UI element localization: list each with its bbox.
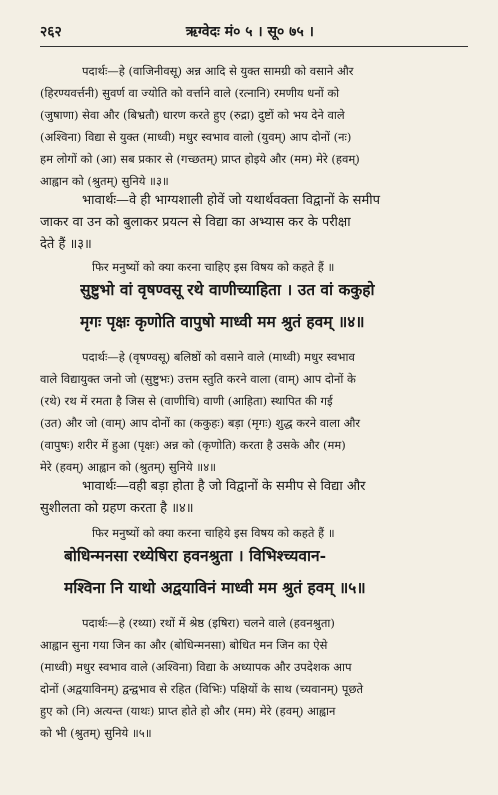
text-line: (माध्वी) मधुर स्वभाव वाले (अश्विना) विद्या के अध्यापक और उपदेशक आप — [40, 660, 352, 674]
text-line: देते हैं ॥३॥ — [40, 237, 92, 252]
text-line: हम लोगों को (आ) सब प्रकार से (गच्छतम्) प्राप्त होइये और (मम) मेरे (हवम्) — [40, 152, 360, 166]
text-line: (रथे) रथ में रमता है जिस से (वाणीचि) वाणी (आहिता) स्थापित की गई — [40, 394, 333, 408]
text-line: पदार्थः—हे (वाजिनीवसू) अन्न आदि से युक्त सामग्री को वसाने और — [82, 64, 354, 78]
text-line: (अश्विना) विद्या से युक्त (माध्वी) मधुर स्वभाव वालो (युवम्) आप दोनों (नः) — [40, 130, 352, 144]
sanskrit-verse-line: सुष्टुभो वां वृषण्वसू रथे वाणीच्याहिता । उत वां ककुहो — [80, 280, 375, 299]
text-line: जाकर वा उन को बुलाकर प्रयत्न से विद्या का अभ्यास कर के परीक्षा — [40, 215, 351, 230]
text-line: (उत) और जो (वाम्) आप दोनों का (ककुहः) बड़ा (मृगः) शुद्ध करने वाला और — [40, 416, 361, 430]
section-intro: फिर मनुष्यों को क्या करना चाहिए इस विषय को कहते हैं ॥ — [92, 260, 335, 274]
text-line: (हिरण्यवर्त्तनी) सुवर्ण वा ज्योति को वर्त्ताने वाले (रत्नानि) रमणीय धनों को — [40, 86, 340, 100]
text-line: (जुषाणा) सेवा और (बिभ्रतौ) धारण करते हुए (रुद्रा) दुष्टों को भय देने वाले — [40, 108, 345, 122]
text-line: पदार्थः—हे (रथ्या) रथों में श्रेष्ठ (इषिरा) चलने वाले (हवनश्रुता) — [82, 616, 335, 630]
text-line: (वापुषः) शरीर में हुआ (पृक्षः) अन्न को (कृणोति) करता है उसके और (मम) — [40, 438, 346, 452]
sanskrit-verse-line: मृगः पृक्षः कृणोति वापुषो माध्वी मम श्रुतं हवम् ॥४॥ — [80, 312, 365, 331]
text-line: आह्वान सुना गया जिन का और (बोधिन्मनसा) बोधित मन जिन का ऐसे — [40, 638, 328, 652]
page-number: २६२ — [40, 23, 62, 40]
text-line: पदार्थः—हे (वृषण्वसू) बलिष्ठों को वसाने वाले (माध्वी) मधुर स्वभाव — [82, 350, 355, 364]
sanskrit-verse-line: बोधिन्मनसा रथ्येषिरा हवनश्रुता । विभिश्च्यवान- — [64, 546, 327, 565]
header-divider — [40, 46, 468, 47]
text-line: आह्वान को (श्रुतम्) सुनिये ॥३॥ — [40, 174, 169, 188]
text-line: भावार्थः—वे ही भाग्यशाली होवें जो यथार्थवक्ता विद्वानों के समीप — [82, 193, 380, 208]
text-line: हुए को (नि) अत्यन्त (याथः) प्राप्त होते हो और (मम) मेरे (हवम्) आह्वान — [40, 704, 336, 718]
section-intro: फिर मनुष्यों को क्या करना चाहिये इस विषय को कहते हैं ॥ — [92, 526, 335, 540]
text-line: सुशीलता को ग्रहण करता है ॥४॥ — [40, 501, 194, 516]
text-line: मेरे (हवम्) आह्वान को (श्रुतम्) सुनिये ॥४॥ — [40, 460, 217, 474]
text-line: वाले विद्यायुक्त जनो जो (सुष्टुभः) उत्तम स्तुति करने वाला (वाम्) आप दोनों के — [40, 372, 356, 386]
page-title: ऋग्वेदः मं० ५ । सू० ७५ । — [185, 23, 314, 40]
sanskrit-verse-line: मश्विना नि याथो अद्वयाविनं माध्वी मम श्रुतं हवम् ॥५॥ — [64, 578, 366, 597]
text-line: को भी (श्रुतम्) सुनिये ॥५॥ — [40, 726, 152, 740]
text-line: भावार्थः—वही बड़ा होता है जो विद्वानों के समीप से विद्या और — [82, 479, 366, 494]
page-header — [40, 18, 468, 44]
text-line: दोनों (अद्वयाविनम्) द्वन्द्वभाव से रहित (विभिः) पक्षियों के साथ (च्यवानम्) पूछते — [40, 682, 364, 696]
